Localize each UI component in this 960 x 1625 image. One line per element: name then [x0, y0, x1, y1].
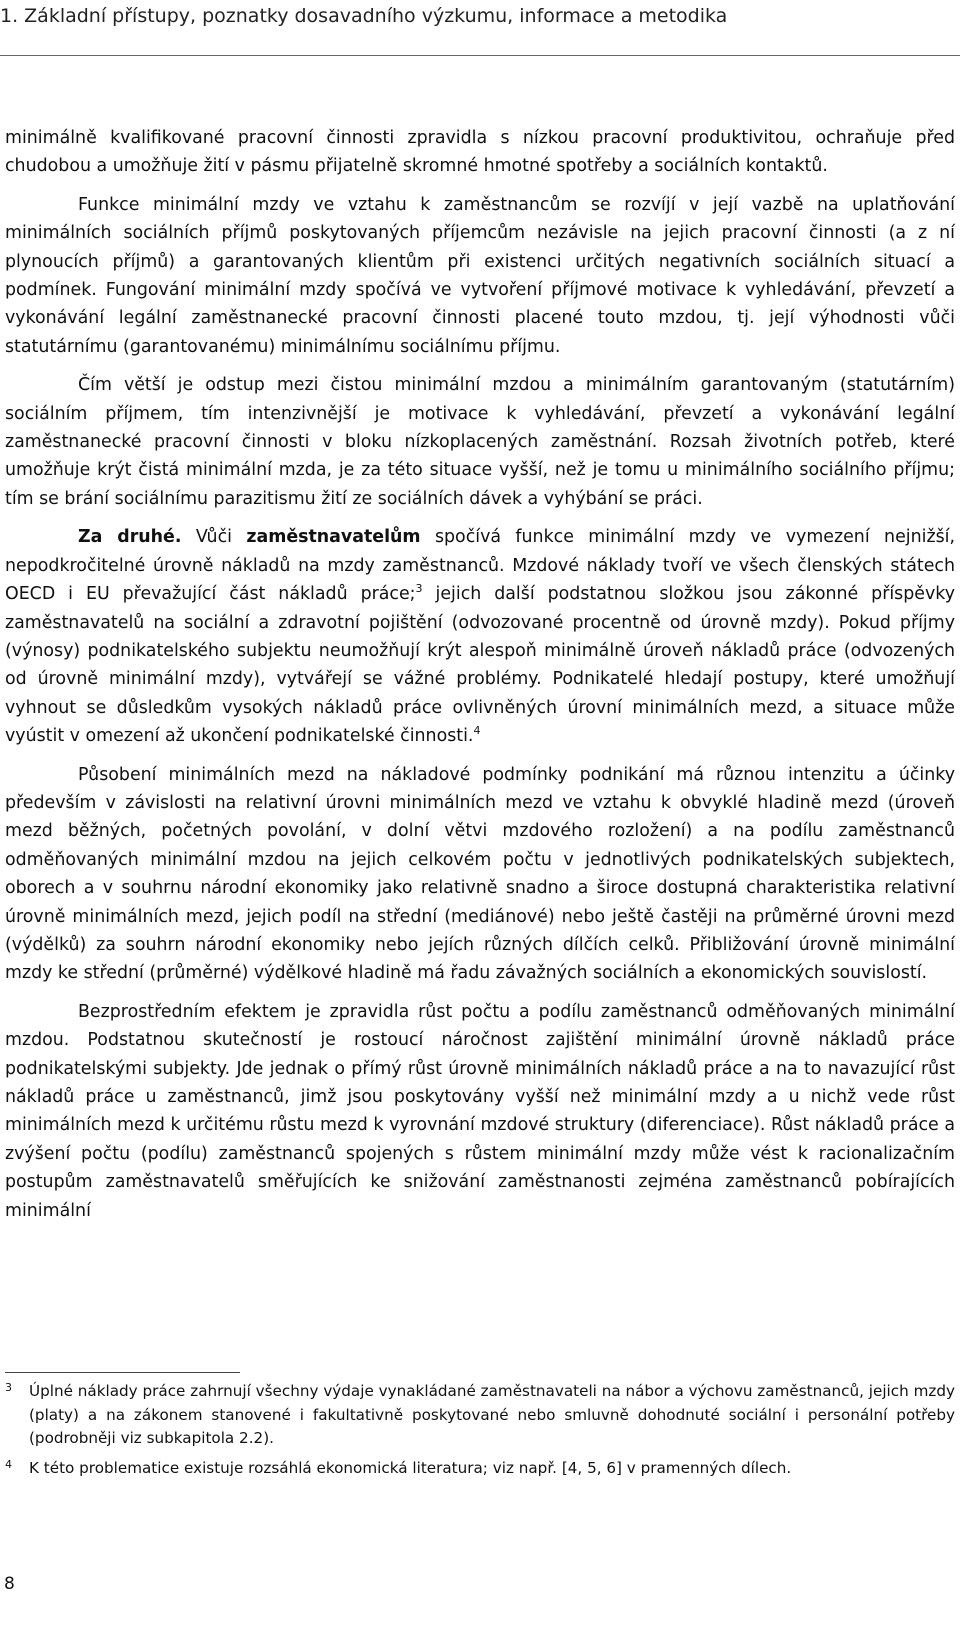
footnote-ref-3[interactable]: 3	[415, 582, 423, 596]
footnote-4	[5, 1457, 955, 1481]
page-number: 8	[4, 1574, 15, 1594]
paragraph-4-text-3: jejich další podstatnou složkou jsou zákonné příspěvky zaměstnavatelů na sociální a zdravotní pojištění (odvozované procentně od úrovně mzdy). Pokud příjmy (výnosy) podnikatelského subjektu neumožňují krýt alespoň minimálně úroveň nákladů práce (odvozených od úrovně minimální mzdy), vytvářejí se vážné problémy. Podnikatelé hledají postupy, které umožňují vyhnout se důsledkům vysokých nákladů práce ovlivněných úrovní minimálních mezd, a situace může vyústit v omezení až ukončení podnikatelské činnosti.	[5, 584, 956, 747]
paragraph-4-text-2: spočívá funkce minimální mzdy ve vymezení nejnižší, nepodkročitelné úrovně nákladů na mzdy zaměstnanců. Mzdové náklady tvoří ve všech členských státech OECD i EU převažující část nákladů práce;	[5, 527, 956, 605]
paragraph-5: Působení minimálních mezd na nákladové podmínky podnikání má různou intenzitu a účinky především v závislosti na relativní úrovni minimálních mezd ve vztahu k obvyklé hladině mezd (úroveň mezd běžných, početných povolání, v dolní větvi mzdového rozložení) a na podílu zaměstnanců odměňovaných minimální mzdou na jejich celkovém počtu v jednotlivých podnikatelských subjektech, oborech a v souhrnu národní ekonomiky jako relativně snadno a široce dostupná charakteristika relativní úrovně minimálních mezd, jejich podíl na střední (mediánové) nebo ještě častěji na průměrné úrovni mezd (výdělků) za souhrn národní ekonomiky nebo jejích různých dílčích celků. Přibližování úrovně minimální mzdy ke střední (průměrné) výdělkové hladině má řadu závažných sociálních a ekonomických souvislostí.	[5, 764, 955, 984]
footnote-text: K této problematice existuje rozsáhlá ekonomická literatura; viz např. [4, 5, 6] v pramenných dílech.	[29, 1458, 792, 1477]
paragraph-1: minimálně kvalifikované pracovní činnosti zpravidla s nízkou pracovní produktivitou, ochraňuje před chudobou a umožňuje žití v pásmu přijatelně skromné hmotné spotřeby a sociálních kontaktů.	[5, 128, 955, 177]
paragraph-2: Funkce minimální mzdy ve vztahu k zaměstnancům se rozvíjí v její vazbě na uplatňování minimálních sociálních příjmů poskytovaných příjemcům nezávisle na jejich pracovní činnosti (a z ní plynoucích příjmů) a garantovaných klientům při existenci určitých negativních sociálních situací a podmínek. Fungování minimální mzdy spočívá ve vytvoření příjmové motivace k vyhledávání, převzetí a vykonávání legální zaměstnanecké pracovní činnosti placené touto mzdou, tj. její výhodnosti vůči statutárnímu (garantovanému) minimálnímu sociálnímu příjmu.	[5, 194, 955, 357]
footnotes	[5, 1380, 955, 1486]
footnote-number: 4	[5, 1457, 12, 1471]
paragraph-3: Čím větší je odstup mezi čistou minimální mzdou a minimálním garantovaným (statutárním) sociálním příjmem, tím intenzivnější je motivace k vyhledávání, převzetí a vykonávání legální zaměstnanecké pracovní činnosti v bloku nízkoplacených zaměstnání. Rozsah životních potřeb, které umožňuje krýt čistá minimální mzda, je za této situace vyšší, než je tomu u minimálního sociálního příjmu; tím se brání sociálnímu parazitismu žití ze sociálních dávek a vyhýbání se práci.	[5, 375, 955, 509]
paragraph-4-text-1: Vůči	[181, 527, 247, 548]
emphasis-za-druhe: Za druhé.	[78, 527, 182, 548]
running-header: 1. Základní přístupy, poznatky dosavadního výzkumu, informace a metodika	[0, 5, 728, 27]
footnote-divider	[5, 1372, 240, 1373]
footnote-number: 3	[5, 1381, 12, 1394]
body-text	[5, 124, 955, 1235]
emphasis-zamestnavatelum: zaměstnavatelům	[246, 527, 421, 548]
footnote-text: Úplné náklady práce zahrnují všechny výdaje vynakládané zaměstnavateli na nábor a výchovu zaměstnanců, jejich mzdy (platy) a na zákonem stanovené i fakultativně poskytované nebo smluvně dohodnuté sociální i personální potřeby (podrobněji viz subkapitola 2.2).	[29, 1382, 955, 1447]
paragraph-4	[5, 523, 955, 750]
footnote-ref-4[interactable]: 4	[473, 724, 481, 738]
paragraph-6: Bezprostředním efektem je zpravidla růst počtu a podílu zaměstnanců odměňovaných minimální mzdou. Podstatnou skutečností je rostoucí náročnost zajištění minimální úrovně nákladů práce podnikatelskými subjekty. Jde jednak o přímý růst úrovně minimálních nákladů práce a na to navazující růst nákladů práce u zaměstnanců, jimž jsou poskytovány vyšší než minimální mzdy a u nichž vede růst minimálních mezd k určitému růstu mezd k vyrovnání mzdové struktury (diferenciace). Růst nákladů práce a zvýšení počtu (podílu) zaměstnanců spojených s růstem minimální mzdy může vést k racionalizačním postupům zaměstnavatelů směřujících ke snižování zaměstnanosti zejména zaměstnanců pobírajících minimální	[5, 1001, 955, 1221]
header-divider	[0, 55, 960, 56]
footnote-3	[5, 1380, 955, 1451]
